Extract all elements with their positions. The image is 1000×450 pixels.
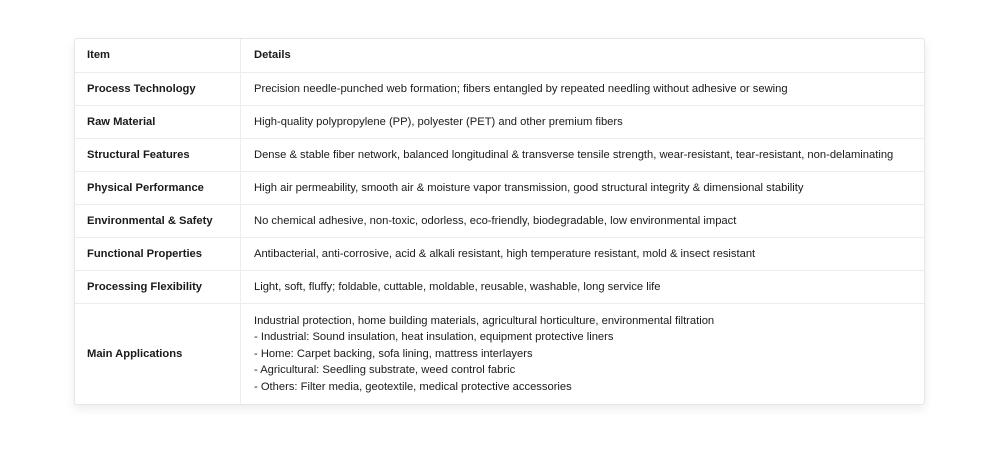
- row-details: [241, 171, 925, 204]
- row-item-label: Process Technology: [75, 72, 241, 105]
- row-details-text: Dense & stable fiber network, balanced longitudinal & transverse tensile strength, wear-resistant, tear-resistant, non-delaminating: [254, 148, 894, 161]
- table-row: [75, 72, 924, 105]
- details-line: - Agricultural: Seedling substrate, weed control fabric: [254, 364, 516, 377]
- row-details-text: High air permeability, smooth air & moisture vapor transmission, good structural integrity & dimensional stability: [254, 181, 804, 194]
- row-details-text: No chemical adhesive, non-toxic, odorless, eco-friendly, biodegradable, low environmental impact: [254, 214, 737, 227]
- row-details: [241, 237, 925, 270]
- table-row: [75, 270, 924, 303]
- row-details: [241, 270, 925, 303]
- table-row: [75, 105, 924, 138]
- table-row: [75, 204, 924, 237]
- row-item-label: Structural Features: [75, 138, 241, 171]
- table-row: [75, 237, 924, 270]
- details-line: - Industrial: Sound insulation, heat insulation, equipment protective liners: [254, 331, 614, 344]
- row-item-label: Physical Performance: [75, 171, 241, 204]
- spec-table: [75, 39, 924, 404]
- details-line: - Home: Carpet backing, sofa lining, mattress interlayers: [254, 347, 533, 360]
- row-details: [241, 105, 925, 138]
- row-details: [241, 303, 925, 404]
- row-item-label: Main Applications: [75, 303, 241, 404]
- row-item-label: Environmental & Safety: [75, 204, 241, 237]
- table-row: [75, 303, 924, 404]
- row-item-label: Raw Material: [75, 105, 241, 138]
- row-details-text: Precision needle-punched web formation; fibers entangled by repeated needling without adhesive or sewing: [254, 82, 788, 95]
- table-row: [75, 138, 924, 171]
- row-details: [241, 138, 925, 171]
- row-item-label: Functional Properties: [75, 237, 241, 270]
- column-header-item: Item: [75, 39, 241, 72]
- row-details-text: High-quality polypropylene (PP), polyester (PET) and other premium fibers: [254, 115, 623, 128]
- row-details-text: Light, soft, fluffy; foldable, cuttable, moldable, reusable, washable, long service life: [254, 280, 661, 293]
- row-details-text: Antibacterial, anti-corrosive, acid & alkali resistant, high temperature resistant, mold & insect resistant: [254, 247, 756, 260]
- details-line: Industrial protection, home building materials, agricultural horticulture, environmental filtration: [254, 314, 715, 327]
- table-header-row: [75, 39, 924, 72]
- row-details: [241, 72, 925, 105]
- table-row: [75, 171, 924, 204]
- details-line: - Others: Filter media, geotextile, medical protective accessories: [254, 380, 572, 393]
- column-header-details: Details: [241, 39, 925, 72]
- row-item-label: Processing Flexibility: [75, 270, 241, 303]
- spec-table-card: [74, 38, 925, 405]
- row-details: [241, 204, 925, 237]
